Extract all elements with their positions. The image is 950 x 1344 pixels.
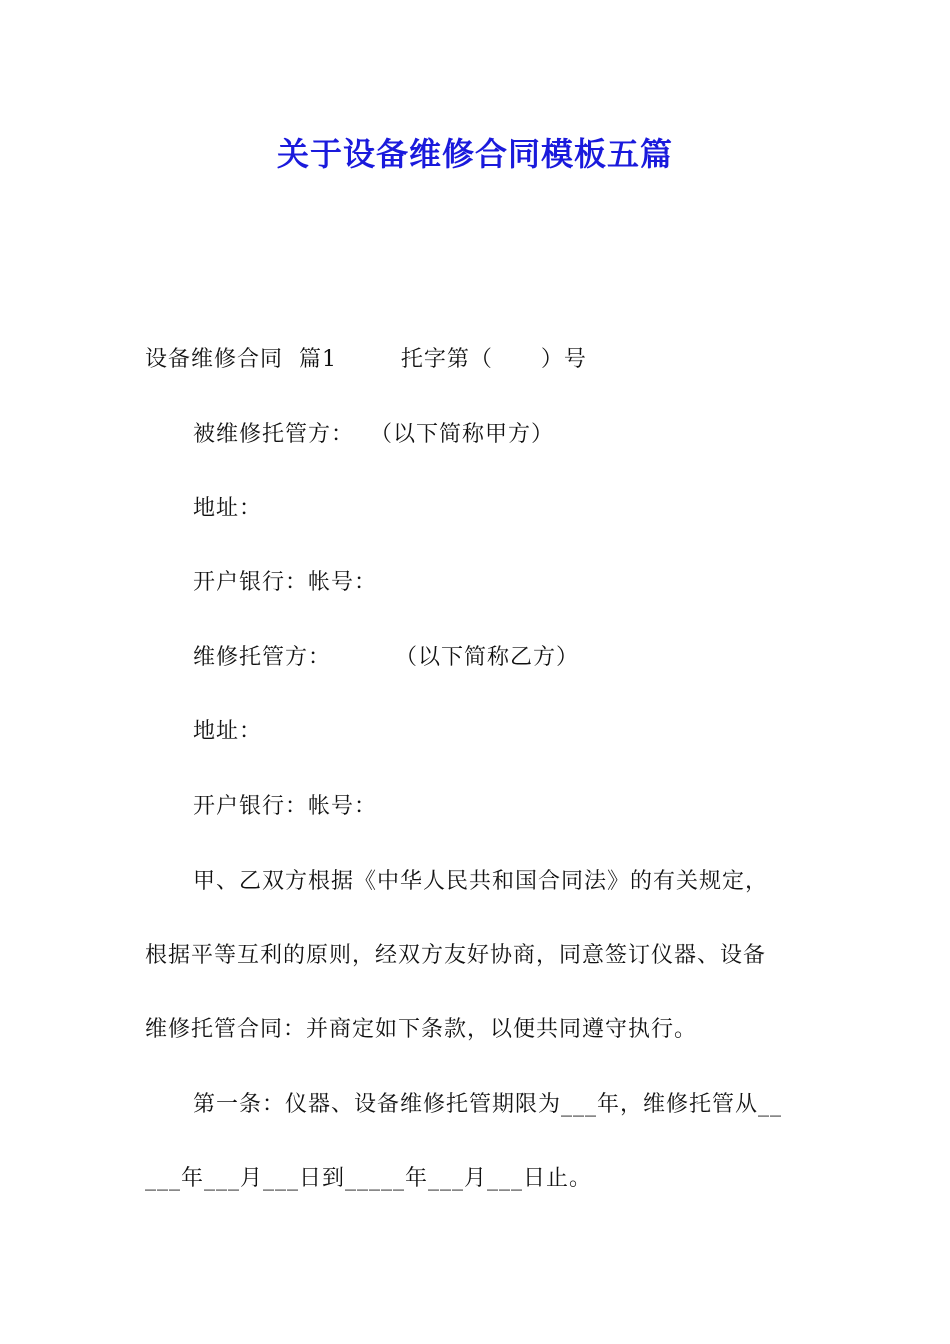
party-b-bank-line: 开户银行：帐号： xyxy=(193,794,378,819)
paragraph-line: 根据平等互利的原则，经双方友好协商，同意签订仪器、设备 xyxy=(145,943,767,968)
party-a-bank-line: 开户银行：帐号： xyxy=(193,570,378,595)
paragraph-line: 甲、乙双方根据《中华人民共和国合同法》的有关规定， xyxy=(193,869,769,894)
article-one-line: 第一条：仪器、设备维修托管期限为___年，维修托管从__ xyxy=(193,1092,783,1117)
article-one-line: ___年___月___日到_____年___月___日止。 xyxy=(145,1166,593,1191)
contract-heading-line: 设备维修合同 篇1 托字第（ ）号 xyxy=(145,347,587,372)
party-a-address-line: 地址： xyxy=(193,496,263,521)
document-title: 关于设备维修合同模板五篇 xyxy=(276,135,673,173)
party-b-line: 维修托管方： （以下简称乙方） xyxy=(193,645,579,670)
party-a-line: 被维修托管方： （以下简称甲方） xyxy=(193,422,554,447)
paragraph-line: 维修托管合同：并商定如下条款，以便共同遵守执行。 xyxy=(145,1017,698,1042)
party-b-address-line: 地址： xyxy=(193,719,263,744)
